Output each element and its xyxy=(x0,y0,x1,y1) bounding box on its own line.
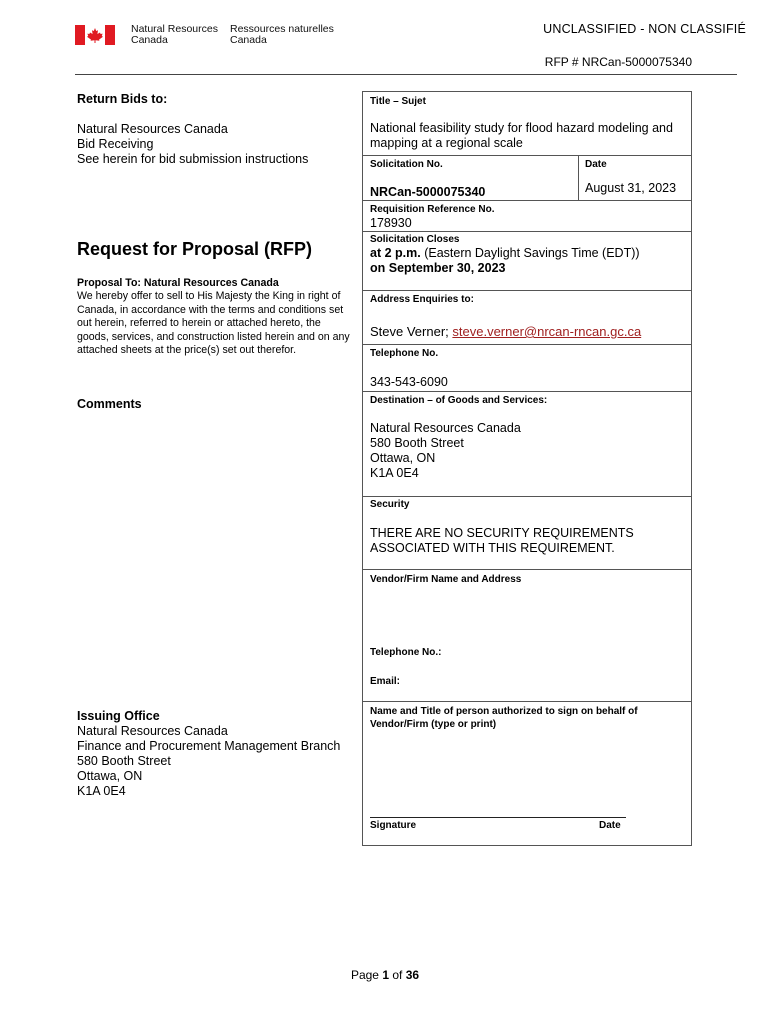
closes-label: Solicitation Closes xyxy=(370,234,460,245)
title-value: National feasibility study for flood hazard modeling and mapping at a regional scale xyxy=(370,121,673,150)
solicitation-label: Solicitation No. xyxy=(370,159,443,170)
comments-heading: Comments xyxy=(77,397,142,411)
destination-label: Destination – of Goods and Services: xyxy=(370,395,548,406)
date-value: August 31, 2023 xyxy=(585,181,677,195)
solicitation-value: NRCan-5000075340 xyxy=(370,185,486,199)
document-title: Request for Proposal (RFP) xyxy=(77,239,313,259)
vendor-telephone-label: Telephone No.: xyxy=(370,647,442,658)
bid-information-box xyxy=(362,91,692,846)
destination-address: Natural Resources Canada 580 Booth Street Ottawa, ON K1A 0E4 xyxy=(370,421,521,480)
enquiries-label: Address Enquiries to: xyxy=(370,294,474,305)
issuing-office-heading: Issuing Office xyxy=(77,709,160,723)
department-name-en: Natural Resources Canada xyxy=(131,23,218,46)
return-bids-heading: Return Bids to: xyxy=(77,92,168,106)
proposal-to-heading: Proposal To: Natural Resources Canada xyxy=(77,277,279,289)
security-label: Security xyxy=(370,499,410,510)
return-bids-address: Natural Resources Canada Bid Receiving See herein for bid submission instructions xyxy=(77,122,309,166)
signature-label: Signature xyxy=(370,820,417,831)
signature-line xyxy=(370,817,626,818)
requisition-label: Requisition Reference No. xyxy=(370,204,495,215)
canada-flag-logo xyxy=(75,25,115,45)
authorized-person-label: Name and Title of person authorized to sign on behalf of Vendor/Firm (type or print) xyxy=(370,706,638,730)
classification-label: UNCLASSIFIED - NON CLASSIFIÉ xyxy=(543,22,746,36)
signature-date-label: Date xyxy=(599,820,621,831)
closes-value: at 2 p.m. (Eastern Daylight Savings Time (EDT)) on September 30, 2023 xyxy=(370,246,640,275)
header-divider xyxy=(75,74,737,75)
proposal-statement: We hereby offer to sell to His Majesty the King in right of Canada, in accordance with the terms and conditions set out herein, referred to herein or attached hereto, the goods, services, and construction listed herein and on any attached sheets at the price(s) set out therefor. xyxy=(77,290,350,356)
page-number: Page 1 of 36 xyxy=(350,968,420,982)
vendor-name-label: Vendor/Firm Name and Address xyxy=(370,574,522,585)
rfp-number: RFP # NRCan-5000075340 xyxy=(544,55,692,69)
enquiries-email-link[interactable]: steve.verner@nrcan-rncan.gc.ca xyxy=(452,324,642,339)
security-value: THERE ARE NO SECURITY REQUIREMENTS ASSOCIATED WITH THIS REQUIREMENT. xyxy=(370,526,634,555)
department-name-fr: Ressources naturelles Canada xyxy=(230,23,334,46)
vendor-email-label: Email: xyxy=(370,676,401,687)
date-label: Date xyxy=(585,159,607,170)
title-label: Title – Sujet xyxy=(370,96,426,107)
requisition-value: 178930 xyxy=(370,216,412,230)
telephone-value: 343-543-6090 xyxy=(370,375,448,389)
enquiries-contact: Steve Verner; steve.verner@nrcan-rncan.gc.ca xyxy=(370,324,642,339)
issuing-office-address: Natural Resources Canada Finance and Procurement Management Branch 580 Booth Street Ottawa, ON K1A 0E4 xyxy=(77,724,341,798)
telephone-label: Telephone No. xyxy=(370,348,439,359)
